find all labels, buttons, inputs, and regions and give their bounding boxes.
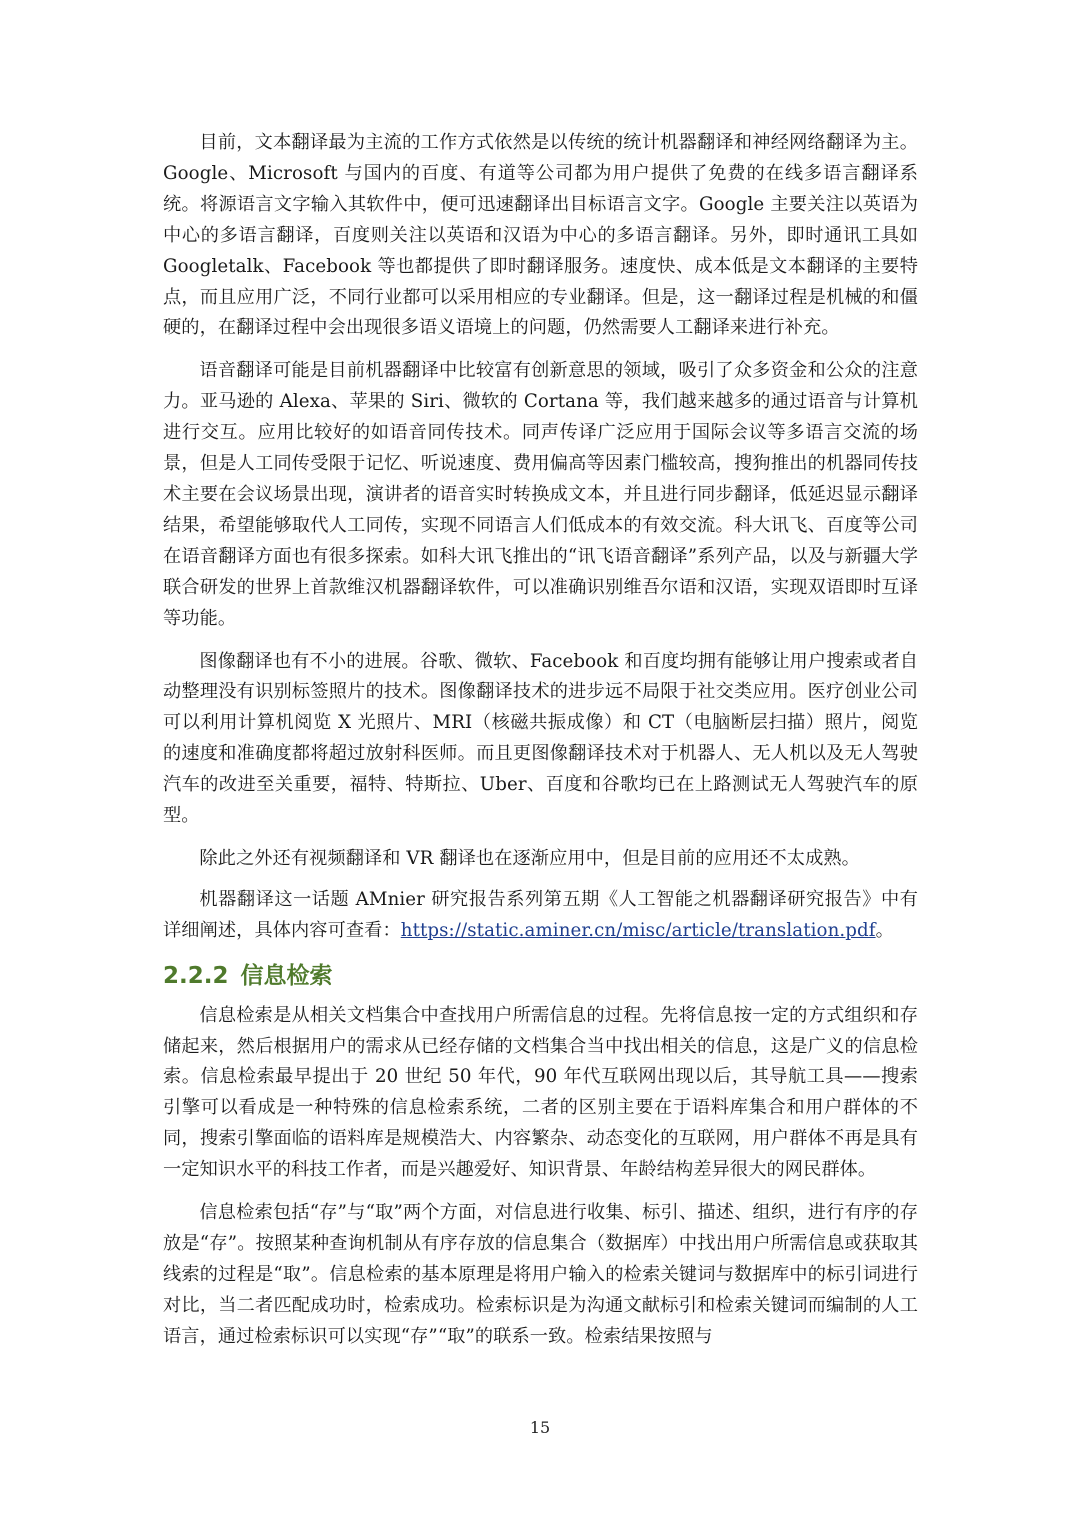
- paragraph-text-translation: 目前，文本翻译最为主流的工作方式依然是以传统的统计机器翻译和神经网络翻译为主。Google、Microsoft 与国内的百度、有道等公司都为用户提供了免费的在线多语言翻译系统。将源语言文字输入其软件中，便可迅速翻译出目标语言文字。Google 主要关注以英语为中心的多语言翻译，百度则关注以英语和汉语为中心的多语言翻译。另外，即时通讯工具如 Googletalk、Facebook 等也都提供了即时翻译服务。速度快、成本低是文本翻译的主要特点，而且应用广泛，不同行业都可以采用相应的专业翻译。但是，这一翻译过程是机械的和僵硬的，在翻译过程中会出现很多语义语境上的问题，仍然需要人工翻译来进行补充。: [163, 132, 918, 339]
- reference-end: 。: [875, 919, 894, 941]
- reference-text: 机器翻译这一话题 AMnier 研究报告系列第五期《人工智能之机器翻译研究报告》中有详细阐述，具体内容可查看：: [163, 888, 918, 941]
- page-body: [163, 128, 918, 1365]
- page-number: 15: [529, 1418, 551, 1437]
- paragraph-speech-translation: 语音翻译可能是目前机器翻译中比较富有创新意思的领域，吸引了众多资金和公众的注意力。亚马逊的 Alexa、苹果的 Siri、微软的 Cortana 等，我们越来越多的通过语音与计算机进行交互。应用比较好的如语音同传技术。同声传译广泛应用于国际会议等多语言交流的场景，但是人工同传受限于记忆、听说速度、费用偏高等因素门槛较高，搜狗推出的机器同传技术主要在会议场景出现，演讲者的语音实时转换成文本，并且进行同步翻译，低延迟显示翻译结果，希望能够取代人工同传，实现不同语言人们低成本的有效交流。科大讯飞、百度等公司在语音翻译方面也有很多探索。如科大讯飞推出的“讯飞语音翻译”系列产品，以及与新疆大学联合研发的世界上首款维汉机器翻译软件，可以准确识别维吾尔语和汉语，实现双语即时互译等功能。: [163, 360, 918, 629]
- paragraph-reference: [163, 885, 918, 947]
- paragraph-image-translation: 图像翻译也有不小的进展。谷歌、微软、Facebook 和百度均拥有能够让用户搜索或者自动整理没有识别标签照片的技术。图像翻译技术的进步远不局限于社交类应用。医疗创业公司可以利用计算机阅览 X 光照片、MRI（核磁共振成像）和 CT（电脑断层扫描）照片，阅览的速度和准确度都将超过放射科医师。而且更图像翻译技术对于机器人、无人机以及无人驾驶汽车的改进至关重要，福特、特斯拉、Uber、百度和谷歌均已在上路测试无人驾驶汽车的原型。: [163, 650, 918, 827]
- paragraph-ir-principle: 信息检索包括“存”与“取”两个方面，对信息进行收集、标引、描述、组织，进行有序的存放是“存”。按照某种查询机制从有序存放的信息集合（数据库）中找出用户所需信息或获取其线索的过程是“取”。信息检索的基本原理是将用户输入的检索关键词与数据库中的标引词进行对比，当二者匹配成功时，检索成功。检索标识是为沟通文献标引和检索关键词而编制的人工语言，通过检索标识可以实现“存”“取”的联系一致。检索结果按照与: [163, 1202, 918, 1347]
- section-title: 信息检索: [240, 962, 333, 989]
- section-heading: [163, 957, 918, 995]
- section-number: 2.2.2: [163, 962, 229, 989]
- paragraph-ir-definition: 信息检索是从相关文档集合中查找用户所需信息的过程。先将信息按一定的方式组织和存储起来，然后根据用户的需求从已经存储的文档集合当中找出相关的信息，这是广义的信息检索。信息检索最早提出于 20 世纪 50 年代，90 年代互联网出现以后，其导航工具——搜索引擎可以看成是一种特殊的信息检索系统，二者的区别主要在于语料库集合和用户群体的不同，搜索引擎面临的语料库是规模浩大、内容繁杂、动态变化的互联网，用户群体不再是具有一定知识水平的科技工作者，而是兴趣爱好、知识背景、年龄结构差异很大的网民群体。: [163, 1004, 918, 1181]
- paragraph-video-vr-translation: 除此之外还有视频翻译和 VR 翻译也在逐渐应用中，但是目前的应用还不太成熟。: [199, 847, 860, 869]
- report-link[interactable]: https://static.aminer.cn/misc/article/translation.pdf: [400, 919, 876, 941]
